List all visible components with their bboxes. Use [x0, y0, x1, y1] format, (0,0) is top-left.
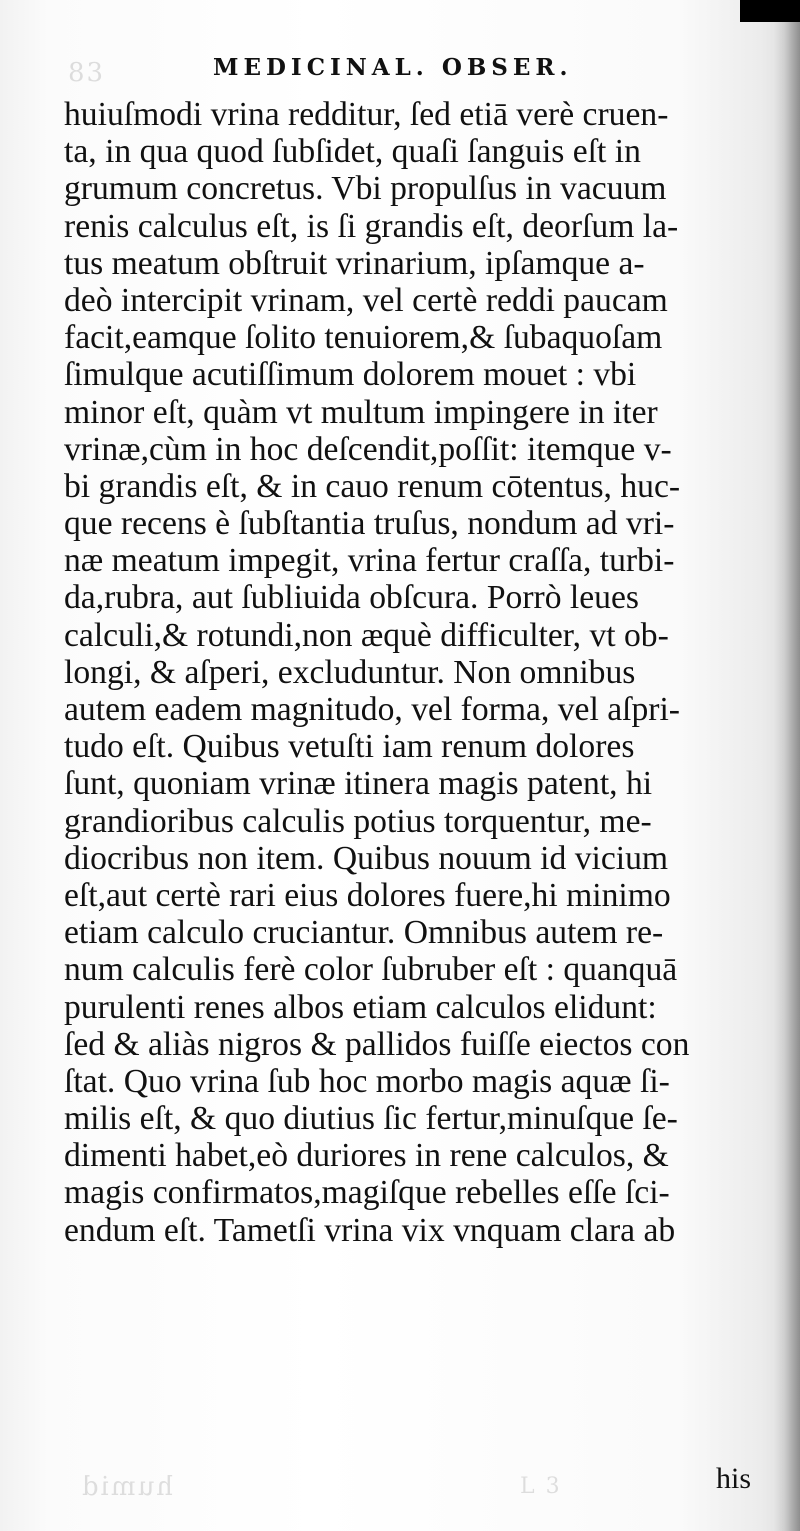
body-text: [64, 96, 764, 1249]
text-line: minor eſt, quàm vt multum impingere in iter: [64, 393, 658, 431]
text-line: grumum concretus. Vbi propulſus in vacuum: [64, 170, 667, 208]
text-line: num calculis ferè color ſubruber eſt : quanquā: [64, 951, 678, 989]
page-spine-shadow: [774, 0, 800, 1531]
text-line: magis confirmatos,magiſque rebelles eſſe ſci-: [64, 1174, 670, 1212]
text-line: eſt,aut certè rari eius dolores fuere,hi minimo: [64, 876, 671, 914]
text-line: ſtat. Quo vrina ſub hoc morbo magis aquæ ſi-: [64, 1062, 670, 1100]
text-line: næ meatum impegit, vrina fertur craſſa, turbi-: [64, 542, 675, 580]
text-line: bi grandis eſt, & in cauo renum cōtentus, huc-: [64, 467, 681, 505]
text-line: purulenti renes albos etiam calculos elidunt:: [64, 988, 657, 1026]
text-line: renis calculus eſt, is ſi grandis eſt, deorſum la-: [64, 207, 679, 245]
catchword: his: [716, 1462, 752, 1495]
text-line: endum eſt. Tametſi vrina vix vnquam clara ab: [64, 1211, 676, 1249]
text-line: da,rubra, aut ſubliuida obſcura. Porrò leues: [64, 579, 639, 617]
show-through-mark: humid: [80, 1472, 174, 1502]
text-line: ſimulque acutiſſimum dolorem mouet : vbi: [64, 356, 637, 394]
text-line: ta, in qua quod ſubſidet, quaſi ſanguis eſt in: [64, 133, 641, 171]
running-head: MEDICINAL. OBSER.: [213, 54, 573, 81]
text-line: ſed & aliàs nigros & pallidos fuiſſe eiectos con: [64, 1025, 690, 1063]
text-line: huiuſmodi vrina redditur, ſed etiā verè cruen-: [64, 96, 669, 133]
text-line: grandioribus calculis potius torquentur, me-: [64, 802, 652, 840]
text-line: ſunt, quoniam vrinæ itinera magis patent, hi: [64, 765, 653, 803]
show-through-mark: 83: [68, 58, 106, 88]
text-line: que recens è ſubſtantia truſus, nondum ad vri-: [64, 505, 675, 543]
show-through-mark: L 3: [520, 1474, 562, 1499]
text-line: vrinæ,cùm in hoc deſcendit,poſſit: itemque v-: [64, 430, 672, 468]
text-line: etiam calculo cruciantur. Omnibus autem re-: [64, 914, 664, 952]
text-line: deò intercipit vrinam, vel certè reddi paucam: [64, 281, 668, 319]
text-line: facit,eamque ſolito tenuiorem,& ſubaquoſam: [64, 319, 663, 357]
scan-border: [740, 0, 800, 22]
text-line: autem eadem magnitudo, vel forma, vel aſpri-: [64, 691, 681, 728]
text-line: tudo eſt. Quibus vetuſti iam renum dolores: [64, 728, 635, 766]
text-line: milis eſt, & quo diutius ſic fertur,minuſque ſe-: [64, 1100, 678, 1138]
text-line: calculi,& rotundi,non æquè difficulter, vt ob-: [64, 616, 669, 654]
text-line: tus meatum obſtruit vrinarium, ipſamque a-: [64, 244, 645, 282]
text-line: longi, & aſperi, excluduntur. Non omnibus: [64, 653, 636, 691]
text-line: dimenti habet,eò duriores in rene calculos, &: [64, 1137, 669, 1175]
text-line: diocribus non item. Quibus nouum id vicium: [64, 839, 669, 877]
